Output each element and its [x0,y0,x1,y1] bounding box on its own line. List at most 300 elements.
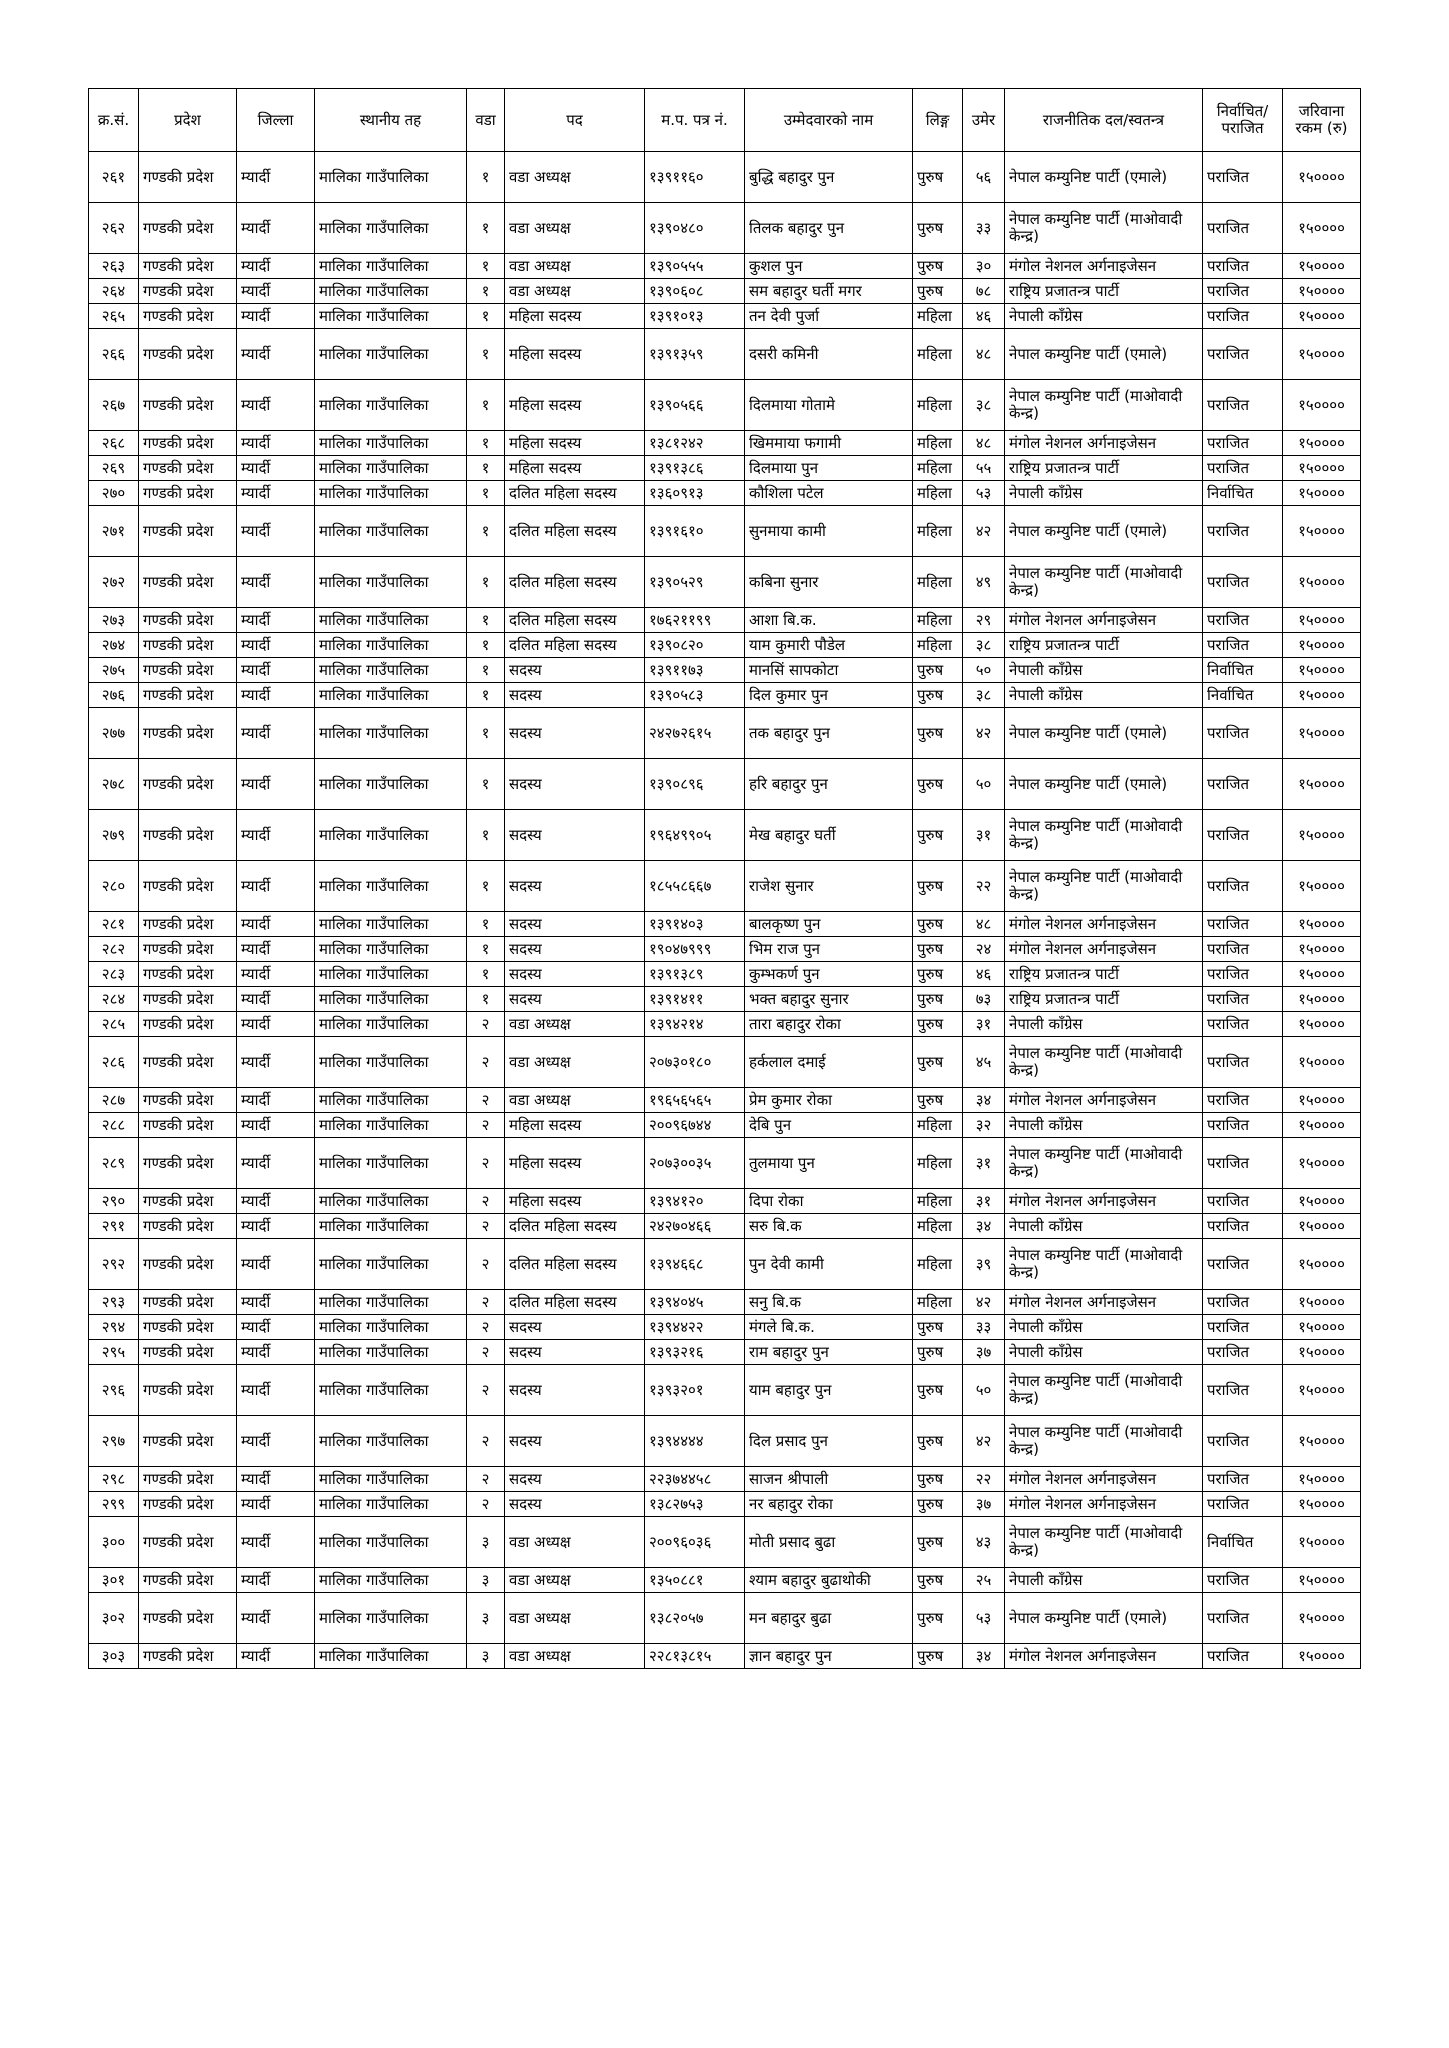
cell-party: नेपाल कम्युनिष्ट पार्टी (एमाले) [1005,708,1203,759]
cell-province: गण्डकी प्रदेश [139,1012,237,1037]
table-row [89,1290,1361,1315]
table-row [89,810,1361,861]
cell-post: वडा अध्यक्ष [505,152,645,203]
cell-district: म्यार्दी [237,683,315,708]
cell-candidate-name: तुलमाया पुन [745,1138,913,1189]
cell-post: दलित महिला सदस्य [505,608,645,633]
cell-voter-card: १३९४४४४ [645,1416,745,1467]
cell-local-level: मालिका गाउँपालिका [315,1239,467,1290]
cell-fine: १५०००० [1283,1568,1361,1593]
cell-sn: २८७ [89,1088,139,1113]
cell-fine: १५०००० [1283,1113,1361,1138]
cell-fine: १५०००० [1283,152,1361,203]
cell-voter-card: २२८१३८१५ [645,1644,745,1669]
cell-ward: १ [467,608,505,633]
cell-ward: २ [467,1138,505,1189]
cell-sn: २९२ [89,1239,139,1290]
cell-candidate-name: बुद्धि बहादुर पुन [745,152,913,203]
cell-gender: महिला [913,1290,963,1315]
cell-candidate-name: कुम्भकर्ण पुन [745,962,913,987]
cell-candidate-name: दिलमाया गोतामे [745,380,913,431]
cell-party: मंगोल नेशनल अर्गनाइजेसन [1005,1492,1203,1517]
cell-province: गण्डकी प्रदेश [139,1113,237,1138]
cell-party: नेपाल कम्युनिष्ट पार्टी (माओवादी केन्द्र) [1005,1365,1203,1416]
table-row [89,456,1361,481]
cell-fine: १५०००० [1283,683,1361,708]
cell-province: गण्डकी प्रदेश [139,1416,237,1467]
cell-province: गण्डकी प्रदेश [139,557,237,608]
cell-result: निर्वाचित [1203,481,1283,506]
table-row [89,152,1361,203]
cell-province: गण्डकी प्रदेश [139,1593,237,1644]
cell-result: पराजित [1203,1593,1283,1644]
cell-candidate-name: तक बहादुर पुन [745,708,913,759]
cell-district: म्यार्दी [237,1593,315,1644]
cell-district: म्यार्दी [237,1012,315,1037]
cell-candidate-name: ज्ञान बहादुर पुन [745,1644,913,1669]
cell-result: पराजित [1203,608,1283,633]
cell-sn: २७२ [89,557,139,608]
table-row [89,1239,1361,1290]
cell-district: म्यार्दी [237,810,315,861]
cell-fine: १५०००० [1283,506,1361,557]
cell-district: म्यार्दी [237,759,315,810]
cell-age: ३४ [963,1214,1005,1239]
cell-fine: १५०००० [1283,1644,1361,1669]
cell-local-level: मालिका गाउँपालिका [315,912,467,937]
cell-post: सदस्य [505,937,645,962]
cell-party: मंगोल नेशनल अर्गनाइजेसन [1005,937,1203,962]
cell-post: महिला सदस्य [505,1138,645,1189]
cell-ward: २ [467,1416,505,1467]
cell-local-level: मालिका गाउँपालिका [315,759,467,810]
cell-result: पराजित [1203,1189,1283,1214]
cell-age: ७८ [963,279,1005,304]
cell-party: मंगोल नेशनल अर्गनाइजेसन [1005,254,1203,279]
cell-local-level: मालिका गाउँपालिका [315,456,467,481]
cell-result: निर्वाचित [1203,1517,1283,1568]
cell-party: नेपाली काँग्रेस [1005,1568,1203,1593]
cell-local-level: मालिका गाउँपालिका [315,708,467,759]
cell-local-level: मालिका गाउँपालिका [315,1492,467,1517]
cell-gender: पुरुष [913,279,963,304]
cell-result: पराजित [1203,962,1283,987]
cell-sn: २७९ [89,810,139,861]
cell-age: ४३ [963,1517,1005,1568]
cell-age: ५० [963,759,1005,810]
cell-local-level: मालिका गाउँपालिका [315,1113,467,1138]
cell-sn: २८८ [89,1113,139,1138]
cell-result: पराजित [1203,456,1283,481]
table-row [89,708,1361,759]
cell-voter-card: १९६४९९०५ [645,810,745,861]
cell-voter-card: १३९१३८९ [645,962,745,987]
cell-local-level: मालिका गाउँपालिका [315,1037,467,1088]
cell-gender: पुरुष [913,1315,963,1340]
cell-gender: महिला [913,608,963,633]
cell-candidate-name: कुशल पुन [745,254,913,279]
cell-gender: महिला [913,506,963,557]
cell-candidate-name: सम बहादुर घर्ती मगर [745,279,913,304]
cell-party: नेपाल कम्युनिष्ट पार्टी (एमाले) [1005,329,1203,380]
cell-district: म्यार्दी [237,633,315,658]
cell-voter-card: २४२७२६१५ [645,708,745,759]
cell-local-level: मालिका गाउँपालिका [315,1290,467,1315]
cell-ward: १ [467,683,505,708]
cell-ward: १ [467,987,505,1012]
cell-post: महिला सदस्य [505,456,645,481]
cell-party: नेपाली काँग्रेस [1005,1340,1203,1365]
cell-gender: पुरुष [913,1568,963,1593]
cell-age: २९ [963,608,1005,633]
cell-district: म्यार्दी [237,708,315,759]
cell-party: राष्ट्रिय प्रजातन्त्र पार्टी [1005,633,1203,658]
cell-fine: १५०००० [1283,329,1361,380]
cell-ward: १ [467,506,505,557]
cell-post: सदस्य [505,683,645,708]
cell-result: पराजित [1203,1416,1283,1467]
cell-gender: पुरुष [913,1517,963,1568]
cell-fine: १५०००० [1283,810,1361,861]
cell-post: सदस्य [505,810,645,861]
cell-gender: महिला [913,329,963,380]
cell-age: ५५ [963,456,1005,481]
cell-candidate-name: भिम राज पुन [745,937,913,962]
cell-gender: पुरुष [913,962,963,987]
cell-fine: १५०००० [1283,1517,1361,1568]
cell-age: ३० [963,254,1005,279]
cell-local-level: मालिका गाउँपालिका [315,481,467,506]
cell-voter-card: १३९०४८० [645,203,745,254]
cell-sn: २६२ [89,203,139,254]
cell-district: म्यार्दी [237,1467,315,1492]
cell-local-level: मालिका गाउँपालिका [315,987,467,1012]
cell-province: गण्डकी प्रदेश [139,759,237,810]
cell-sn: २७३ [89,608,139,633]
cell-age: ३८ [963,633,1005,658]
cell-age: ३१ [963,810,1005,861]
cell-party: नेपाल कम्युनिष्ट पार्टी (माओवादी केन्द्र) [1005,1517,1203,1568]
cell-age: ३१ [963,1138,1005,1189]
cell-ward: १ [467,456,505,481]
cell-sn: २६३ [89,254,139,279]
cell-gender: पुरुष [913,203,963,254]
cell-sn: २७४ [89,633,139,658]
cell-voter-card: १३९०५२९ [645,557,745,608]
cell-age: ४५ [963,1037,1005,1088]
cell-district: म्यार्दी [237,1568,315,1593]
cell-result: पराजित [1203,304,1283,329]
cell-party: राष्ट्रिय प्रजातन्त्र पार्टी [1005,456,1203,481]
cell-province: गण्डकी प्रदेश [139,1189,237,1214]
cell-voter-card: १७६२११९९ [645,608,745,633]
cell-party: नेपाली काँग्रेस [1005,683,1203,708]
cell-candidate-name: खिममाया फगामी [745,431,913,456]
table-row [89,557,1361,608]
cell-local-level: मालिका गाउँपालिका [315,431,467,456]
table-row [89,658,1361,683]
cell-province: गण्डकी प्रदेश [139,279,237,304]
cell-candidate-name: नर बहादुर रोका [745,1492,913,1517]
cell-fine: १५०००० [1283,937,1361,962]
cell-province: गण्डकी प्रदेश [139,152,237,203]
cell-local-level: मालिका गाउँपालिका [315,279,467,304]
cell-voter-card: १३९०८२० [645,633,745,658]
cell-voter-card: १८५५८६६७ [645,861,745,912]
cell-ward: १ [467,254,505,279]
cell-sn: २८५ [89,1012,139,1037]
table-row [89,279,1361,304]
cell-voter-card: २२३७४४५८ [645,1467,745,1492]
cell-candidate-name: राजेश सुनार [745,861,913,912]
cell-district: म्यार्दी [237,658,315,683]
cell-district: म्यार्दी [237,254,315,279]
cell-fine: १५०००० [1283,633,1361,658]
cell-province: गण्डकी प्रदेश [139,658,237,683]
cell-result: पराजित [1203,1644,1283,1669]
cell-province: गण्डकी प्रदेश [139,203,237,254]
cell-sn: २६७ [89,380,139,431]
cell-party: नेपाली काँग्रेस [1005,481,1203,506]
table-row [89,1088,1361,1113]
cell-post: महिला सदस्य [505,1113,645,1138]
cell-ward: २ [467,1340,505,1365]
cell-district: म्यार्दी [237,1037,315,1088]
cell-sn: २७१ [89,506,139,557]
cell-result: पराजित [1203,1214,1283,1239]
cell-result: पराजित [1203,708,1283,759]
candidate-table [88,88,1361,1669]
cell-candidate-name: दिपा रोका [745,1189,913,1214]
cell-candidate-name: पुन देवी कामी [745,1239,913,1290]
cell-fine: १५०००० [1283,708,1361,759]
cell-party: नेपाल कम्युनिष्ट पार्टी (माओवादी केन्द्र) [1005,810,1203,861]
cell-sn: २६५ [89,304,139,329]
cell-age: २५ [963,1568,1005,1593]
cell-result: पराजित [1203,1037,1283,1088]
cell-result: पराजित [1203,254,1283,279]
cell-province: गण्डकी प्रदेश [139,1138,237,1189]
cell-post: वडा अध्यक्ष [505,1517,645,1568]
cell-voter-card: १३९४१२० [645,1189,745,1214]
cell-voter-card: १३९१४११ [645,987,745,1012]
cell-ward: २ [467,1088,505,1113]
cell-party: नेपाल कम्युनिष्ट पार्टी (माओवादी केन्द्र) [1005,861,1203,912]
cell-local-level: मालिका गाउँपालिका [315,810,467,861]
cell-age: ५३ [963,1593,1005,1644]
cell-ward: १ [467,810,505,861]
cell-sn: ३०० [89,1517,139,1568]
cell-province: गण्डकी प्रदेश [139,937,237,962]
cell-result: पराजित [1203,987,1283,1012]
table-row [89,1138,1361,1189]
cell-gender: पुरुष [913,1416,963,1467]
cell-post: दलित महिला सदस्य [505,1214,645,1239]
cell-sn: ३०३ [89,1644,139,1669]
header-province: प्रदेश [139,89,237,152]
cell-age: ३७ [963,1492,1005,1517]
cell-age: ३८ [963,380,1005,431]
table-row [89,937,1361,962]
cell-province: गण्डकी प्रदेश [139,329,237,380]
cell-district: म्यार्दी [237,506,315,557]
cell-party: नेपाल कम्युनिष्ट पार्टी (माओवादी केन्द्र) [1005,1416,1203,1467]
table-row [89,1113,1361,1138]
cell-ward: १ [467,481,505,506]
cell-province: गण्डकी प्रदेश [139,1467,237,1492]
table-row [89,683,1361,708]
cell-fine: १५०००० [1283,1416,1361,1467]
cell-age: ४२ [963,506,1005,557]
cell-district: म्यार्दी [237,861,315,912]
cell-local-level: मालिका गाउँपालिका [315,937,467,962]
cell-result: पराजित [1203,1138,1283,1189]
cell-party: नेपाल कम्युनिष्ट पार्टी (माओवादी केन्द्र) [1005,203,1203,254]
cell-party: मंगोल नेशनल अर्गनाइजेसन [1005,1467,1203,1492]
cell-ward: १ [467,658,505,683]
cell-sn: २७६ [89,683,139,708]
cell-voter-card: २०७३००३५ [645,1138,745,1189]
cell-gender: महिला [913,1113,963,1138]
cell-local-level: मालिका गाउँपालिका [315,1568,467,1593]
cell-local-level: मालिका गाउँपालिका [315,203,467,254]
cell-post: सदस्य [505,987,645,1012]
cell-candidate-name: दिलमाया पुन [745,456,913,481]
cell-post: सदस्य [505,962,645,987]
cell-district: म्यार्दी [237,962,315,987]
cell-fine: १५०००० [1283,1593,1361,1644]
cell-sn: २७८ [89,759,139,810]
cell-post: महिला सदस्य [505,431,645,456]
cell-voter-card: १३८१२४२ [645,431,745,456]
table-row [89,1189,1361,1214]
table-row [89,608,1361,633]
cell-fine: १५०००० [1283,1012,1361,1037]
table-row [89,759,1361,810]
cell-post: वडा अध्यक्ष [505,1644,645,1669]
cell-local-level: मालिका गाउँपालिका [315,506,467,557]
table-row [89,987,1361,1012]
cell-sn: २८० [89,861,139,912]
cell-voter-card: १३९१४०३ [645,912,745,937]
cell-post: वडा अध्यक्ष [505,279,645,304]
cell-post: वडा अध्यक्ष [505,1593,645,1644]
cell-gender: पुरुष [913,1492,963,1517]
cell-district: म्यार्दी [237,1365,315,1416]
cell-gender: पुरुष [913,1467,963,1492]
cell-province: गण्डकी प्रदेश [139,1214,237,1239]
cell-province: गण्डकी प्रदेश [139,633,237,658]
cell-age: ५० [963,658,1005,683]
cell-voter-card: १३९०८९६ [645,759,745,810]
cell-local-level: मालिका गाउँपालिका [315,1189,467,1214]
cell-district: म्यार्दी [237,557,315,608]
cell-fine: १५०००० [1283,279,1361,304]
cell-province: गण्डकी प्रदेश [139,506,237,557]
cell-province: गण्डकी प्रदेश [139,431,237,456]
cell-party: नेपाल कम्युनिष्ट पार्टी (एमाले) [1005,1593,1203,1644]
cell-result: पराजित [1203,759,1283,810]
table-row [89,1012,1361,1037]
cell-result: पराजित [1203,633,1283,658]
header-ward: वडा [467,89,505,152]
cell-province: गण्डकी प्रदेश [139,1315,237,1340]
cell-province: गण्डकी प्रदेश [139,1517,237,1568]
cell-gender: पुरुष [913,254,963,279]
cell-local-level: मालिका गाउँपालिका [315,608,467,633]
cell-ward: २ [467,1492,505,1517]
cell-fine: १५०००० [1283,557,1361,608]
cell-candidate-name: श्याम बहादुर बुढाथोकी [745,1568,913,1593]
cell-fine: १५०००० [1283,1214,1361,1239]
cell-ward: १ [467,633,505,658]
header-sn: क्र.सं. [89,89,139,152]
cell-province: गण्डकी प्रदेश [139,1644,237,1669]
cell-voter-card: १३९४४२२ [645,1315,745,1340]
cell-ward: ३ [467,1644,505,1669]
cell-ward: १ [467,962,505,987]
cell-voter-card: १३९०५५५ [645,254,745,279]
cell-sn: ३०१ [89,1568,139,1593]
cell-district: म्यार्दी [237,937,315,962]
cell-age: ४२ [963,1416,1005,1467]
cell-result: पराजित [1203,380,1283,431]
cell-fine: १५०००० [1283,1189,1361,1214]
cell-district: म्यार्दी [237,1340,315,1365]
cell-voter-card: १९६५६५६५ [645,1088,745,1113]
cell-ward: २ [467,1012,505,1037]
cell-district: म्यार्दी [237,1088,315,1113]
header-fine: जरिवाना रकम (रु) [1283,89,1361,152]
header-post: पद [505,89,645,152]
table-row [89,1037,1361,1088]
cell-candidate-name: आशा बि.क. [745,608,913,633]
cell-post: दलित महिला सदस्य [505,633,645,658]
cell-candidate-name: हरि बहादुर पुन [745,759,913,810]
cell-party: नेपाल कम्युनिष्ट पार्टी (एमाले) [1005,759,1203,810]
cell-gender: महिला [913,557,963,608]
cell-ward: ३ [467,1568,505,1593]
cell-district: म्यार्दी [237,1113,315,1138]
cell-post: महिला सदस्य [505,329,645,380]
cell-province: गण्डकी प्रदेश [139,1088,237,1113]
cell-ward: १ [467,304,505,329]
cell-party: नेपाल कम्युनिष्ट पार्टी (माओवादी केन्द्र) [1005,1138,1203,1189]
cell-province: गण्डकी प्रदेश [139,254,237,279]
cell-result: पराजित [1203,1492,1283,1517]
table-row [89,1340,1361,1365]
cell-province: गण्डकी प्रदेश [139,708,237,759]
cell-voter-card: १३९०६०८ [645,279,745,304]
cell-voter-card: १३९१३८६ [645,456,745,481]
cell-local-level: मालिका गाउँपालिका [315,1593,467,1644]
cell-sn: २९८ [89,1467,139,1492]
cell-result: पराजित [1203,1239,1283,1290]
cell-province: गण्डकी प्रदेश [139,1365,237,1416]
cell-gender: पुरुष [913,1593,963,1644]
table-row [89,861,1361,912]
cell-party: मंगोल नेशनल अर्गनाइजेसन [1005,912,1203,937]
table-row [89,1492,1361,1517]
cell-candidate-name: मोती प्रसाद बुढा [745,1517,913,1568]
cell-candidate-name: दसरी कमिनी [745,329,913,380]
cell-party: नेपाली काँग्रेस [1005,1012,1203,1037]
cell-post: सदस्य [505,1492,645,1517]
cell-post: दलित महिला सदस्य [505,506,645,557]
cell-voter-card: १३९४०४५ [645,1290,745,1315]
cell-district: म्यार्दी [237,1517,315,1568]
cell-age: ४९ [963,557,1005,608]
